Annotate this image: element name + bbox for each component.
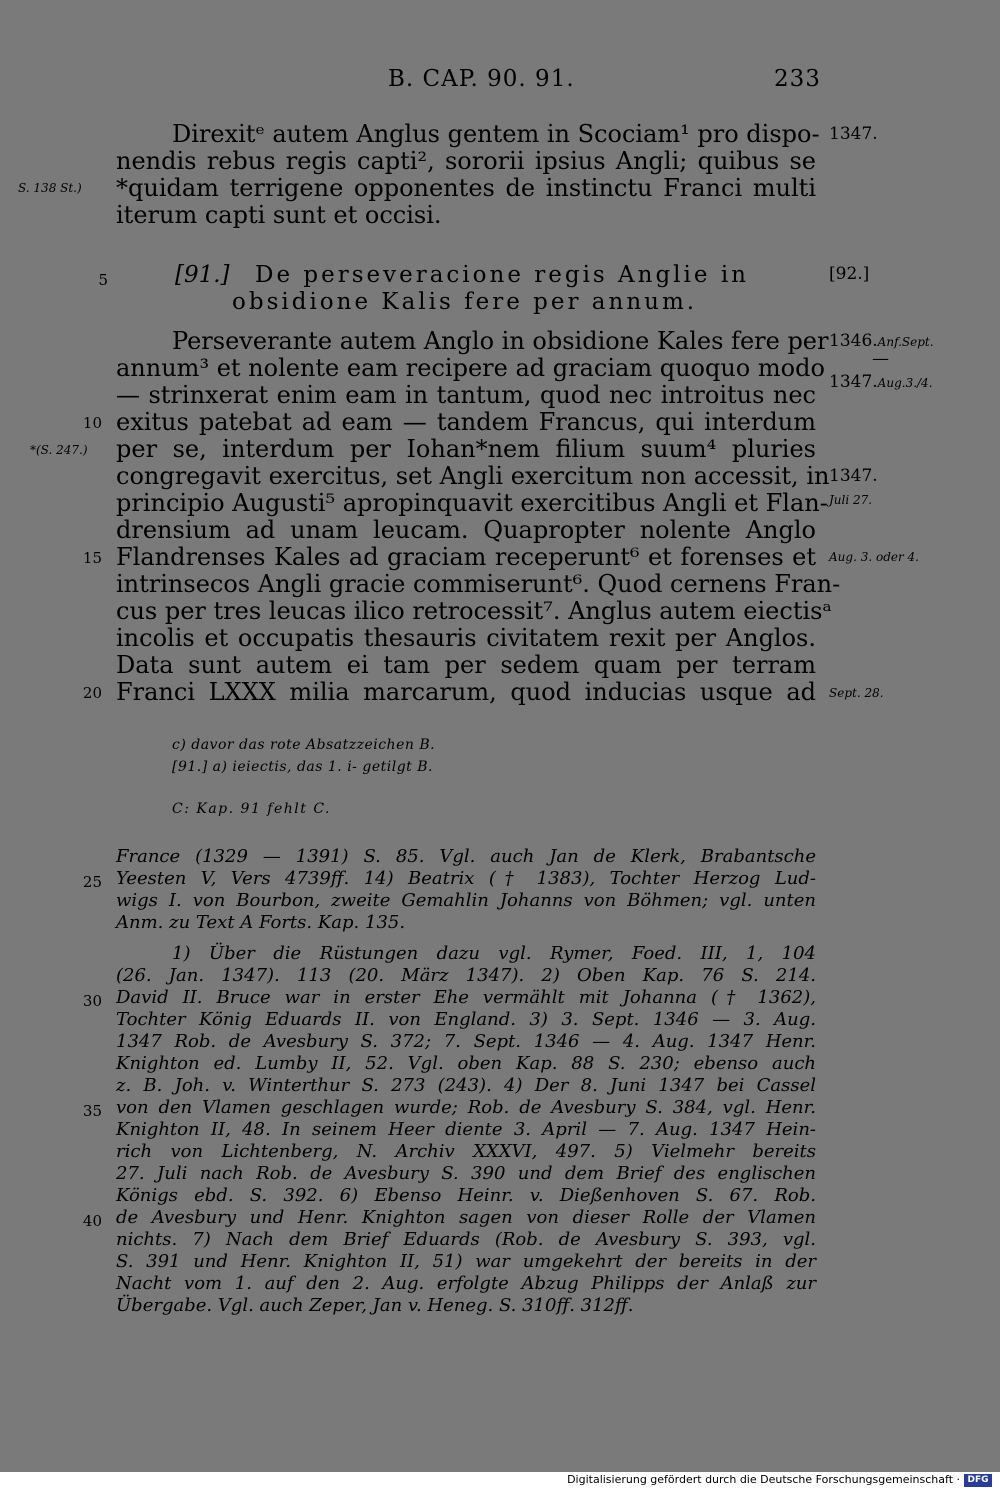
- left-margin-note: S. 138 St.): [18, 181, 82, 195]
- footnote-line: David II. Bruce war in erster Ehe vermählt mit Johanna († 1362),: [116, 987, 816, 1008]
- body-line: incolis et occupatis thesauris civitatem rexit per Anglos.: [116, 624, 816, 652]
- right-margin-year: 1347.: [829, 124, 878, 144]
- body-line: cus per tres leucas ilico retrocessit⁷. Anglus autem eiectisᵃ: [116, 597, 832, 625]
- footnote-line: nichts. 7) Nach dem Brief Eduards (Rob. de Avesbury S. 393, vgl.: [116, 1229, 816, 1250]
- margin-date: 1346.Anf.Sept.: [829, 331, 934, 351]
- footnote-line: Tochter König Eduards II. von England. 3) 3. Sept. 1346 — 3. Aug.: [116, 1009, 816, 1030]
- footnote-line: (26. Jan. 1347). 113 (20. März 1347). 2) Oben Kap. 76 S. 214.: [116, 965, 816, 986]
- footnote-line: Übergabe. Vgl. auch Zeper, Jan v. Heneg. S. 310ff. 312ff.: [116, 1295, 634, 1316]
- intro-line: iterum capti sunt et occisi.: [116, 201, 442, 229]
- intro-line: nendis rebus regis capti², sororii ipsius Angli; quibus se: [116, 147, 816, 175]
- footnote-line: 1347 Rob. de Avesbury S. 372; 7. Sept. 1346 — 4. Aug. 1347 Henr.: [116, 1031, 816, 1052]
- footnote-line: z. B. Joh. v. Winterthur S. 273 (243). 4) Der 8. Juni 1347 bei Cassel: [116, 1075, 816, 1096]
- line-number: 15: [82, 549, 102, 567]
- line-number: 35: [82, 1102, 102, 1120]
- footnote-line: 27. Juli nach Rob. de Avesbury S. 390 und dem Brief des englischen: [116, 1163, 816, 1184]
- body-line: Franci LXXX milia marcarum, quod inducias usque ad: [116, 678, 816, 706]
- footnote-line: wigs I. von Bourbon, zweite Gemahlin Johanns von Böhmen; vgl. unten: [116, 890, 816, 911]
- dfg-logo: DFG: [964, 1474, 992, 1487]
- footer-bar: [0, 1472, 1000, 1490]
- chapter-title-line2: obsidione Kalis fere per annum.: [232, 289, 698, 315]
- footnote-line: Anm. zu Text A Forts. Kap. 135.: [116, 912, 406, 933]
- left-margin-note: *(S. 247.): [30, 443, 88, 457]
- footnote-line: S. 391 und Henr. Knighton II, 51) war umgekehrt der bereits in der: [116, 1251, 816, 1272]
- footnote-line: 1) Über die Rüstungen dazu vgl. Rymer, Foed. III, 1, 104: [172, 943, 816, 964]
- chapter-alt-number: [92.]: [829, 264, 870, 284]
- chapter-title-line1: De perseveracione regis Anglie in: [255, 262, 749, 288]
- margin-date: 1347.: [829, 466, 878, 486]
- intro-line: Direxitᵉ autem Anglus gentem in Scociam¹ pro dispo-: [172, 120, 820, 148]
- apparatus-note: c) davor das rote Absatzzeichen B.: [172, 737, 436, 753]
- apparatus-note: C: Kap. 91 fehlt C.: [172, 801, 332, 817]
- body-line: Data sunt autem ei tam per sedem quam per terram: [116, 651, 816, 679]
- line-number: 40: [82, 1212, 102, 1230]
- footnote-line: de Avesbury und Henr. Knighton sagen von dieser Rolle der Vlamen: [116, 1207, 816, 1228]
- body-line: Flandrenses Kales ad graciam receperunt⁶ et forenses et: [116, 543, 816, 571]
- footnote-line: Knighton ed. Lumby II, 52. Vgl. oben Kap. 88 S. 230; ebenso auch: [116, 1053, 816, 1074]
- chapter-number: [91.]: [175, 262, 230, 288]
- line-number: 10: [82, 414, 102, 432]
- footnote-line: Königs ebd. S. 392. 6) Ebenso Heinr. v. Dießenhoven S. 67. Rob.: [116, 1185, 816, 1206]
- body-line: exitus patebat ad eam — tandem Francus, qui interdum: [116, 408, 816, 436]
- margin-date: Sept. 28.: [829, 686, 884, 700]
- footnote-line: Yeesten V, Vers 4739ff. 14) Beatrix († 1383), Tochter Herzog Lud-: [116, 868, 816, 889]
- margin-date: 1347.Aug.3./4.: [829, 372, 933, 392]
- body-line: congregavit exercitus, set Angli exercitum non accessit, in: [116, 462, 830, 490]
- margin-date: Juli 27.: [829, 493, 873, 507]
- body-line: intrinsecos Angli gracie commiserunt⁶. Quod cernens Fran-: [116, 570, 841, 598]
- footnote-line: Knighton II, 48. In seinem Heer diente 3. April — 7. Aug. 1347 Hein-: [116, 1119, 816, 1140]
- footnote-line: France (1329 — 1391) S. 85. Vgl. auch Jan de Klerk, Brabantsche: [116, 846, 816, 867]
- footnote-line: von den Vlamen geschlagen wurde; Rob. de Avesbury S. 384, vgl. Henr.: [116, 1097, 816, 1118]
- body-line: principio Augusti⁵ apropinquavit exercitibus Angli et Flan-: [116, 489, 828, 517]
- margin-date: Aug. 3. oder 4.: [829, 550, 919, 564]
- body-line: annum³ et nolente eam recipere ad graciam quoquo modo: [116, 354, 825, 382]
- line-number: 20: [82, 684, 102, 702]
- body-line: — strinxerat enim eam in tantum, quod nec introitus nec: [116, 381, 816, 409]
- apparatus-note: [91.] a) ieiectis, das 1. i- getilgt B.: [172, 759, 433, 775]
- body-line: Perseverante autem Anglo in obsidione Kales fere per: [172, 327, 829, 355]
- footer-credit: Digitalisierung gefördert durch die Deutsche Forschungsgemeinschaft ·: [567, 1473, 960, 1486]
- line-number: 25: [82, 873, 102, 891]
- footnote-line: rich von Lichtenberg, N. Archiv XXXVI, 497. 5) Vielmehr bereits: [116, 1141, 816, 1162]
- running-title: B. CAP. 90. 91.: [388, 66, 575, 92]
- line-number: 5: [98, 271, 108, 289]
- body-line: per se, interdum per Iohan*nem filium suum⁴ pluries: [116, 435, 816, 463]
- page-number: 233: [774, 66, 821, 92]
- margin-dash: —: [872, 349, 889, 369]
- line-number: 30: [82, 992, 102, 1010]
- intro-line: *quidam terrigene opponentes de instinctu Franci multi: [116, 174, 816, 202]
- footnote-line: Nacht vom 1. auf den 2. Aug. erfolgte Abzug Philipps der Anlaß zur: [116, 1273, 816, 1294]
- body-line: drensium ad unam leucam. Quapropter nolente Anglo: [116, 516, 816, 544]
